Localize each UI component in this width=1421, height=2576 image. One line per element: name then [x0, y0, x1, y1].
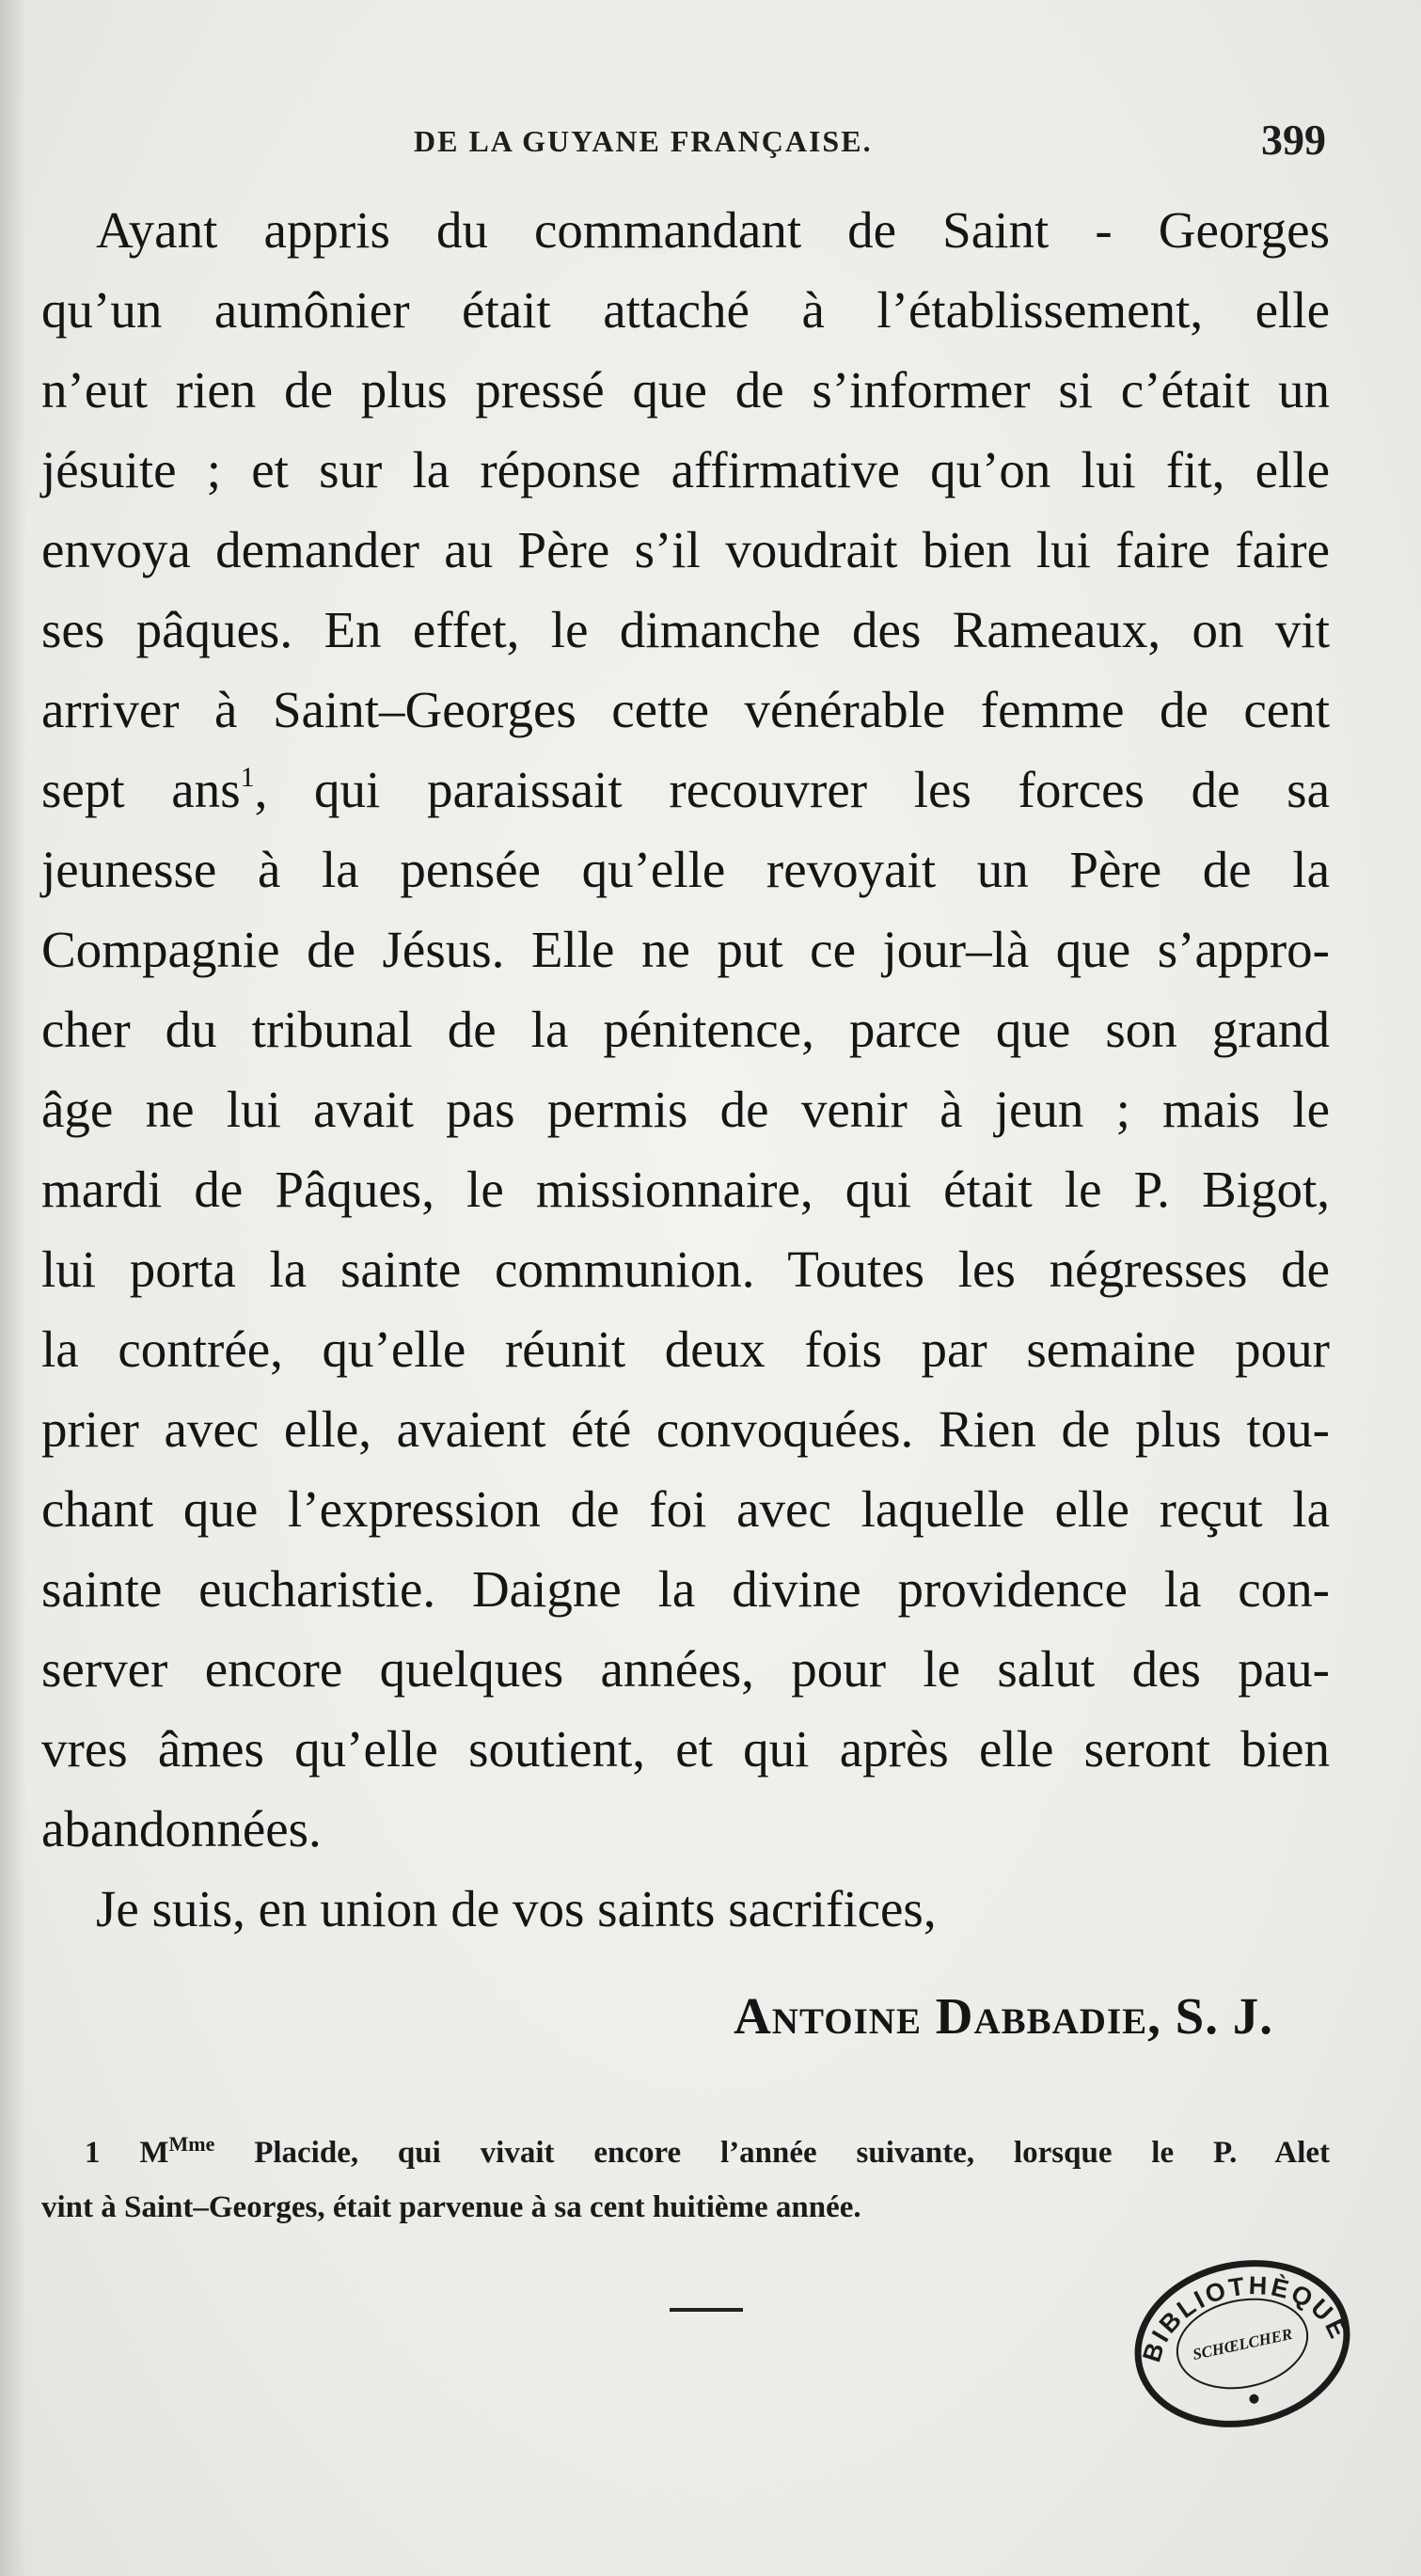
- signature-first-name: Antoine: [734, 1987, 922, 2045]
- stamp-dot: [1249, 2394, 1260, 2405]
- stamp-outer-text: BIBLIOTHÈQUE: [1137, 2270, 1354, 2366]
- body-line: prier avec elle, avaient été convoquées. Rien de plus tou-: [41, 1400, 1330, 1458]
- body-line: mardi de Pâques, le missionnaire, qui était le P. Bigot,: [41, 1161, 1330, 1218]
- body-line: abandonnées.: [41, 1800, 322, 1857]
- body-line-with-note: [41, 750, 1330, 830]
- body-line: la contrée, qu’elle réunit deux fois par semaine pour: [41, 1320, 1330, 1378]
- body-line: envoya demander au Père s’il voudrait bien lui faire faire: [41, 521, 1330, 578]
- closing-line: Je suis, en union de vos saints sacrifices,: [96, 1880, 937, 1937]
- body-line: âge ne lui avait pas permis de venir à jeun ; mais le: [41, 1081, 1330, 1138]
- signature: [41, 1986, 1273, 2046]
- body-line: chant que l’expression de foi avec laquelle elle reçut la: [41, 1480, 1330, 1538]
- signature-last-name: Dabbadie,: [935, 1987, 1161, 2045]
- footnote-line: vint à Saint–Georges, était parvenue à sa cent huitième année.: [41, 2190, 861, 2224]
- page-header: [38, 115, 1326, 171]
- body-line: ses pâques. En effet, le dimanche des Rameaux, on vit: [41, 601, 1330, 658]
- body-line: qu’un aumônier était attaché à l’établissement, elle: [41, 281, 1330, 339]
- letter-body: [41, 190, 1330, 1949]
- gutter-shadow: [0, 0, 26, 2576]
- body-line: n’eut rien de plus pressé que de s’informer si c’était un: [41, 361, 1330, 419]
- body-line: arriver à Saint–Georges cette vénérable femme de cent: [41, 681, 1330, 738]
- footnote-reference: 1: [240, 762, 255, 793]
- footnote-text: Placide, qui vivait encore l’année suivante, lorsque le P. Alet: [214, 2136, 1331, 2170]
- body-line: lui porta la sainte communion. Toutes les négresses de: [41, 1241, 1330, 1298]
- body-line: jeunesse à la pensée qu’elle revoyait un Père de la: [41, 841, 1330, 898]
- library-stamp: [1125, 2250, 1360, 2438]
- body-text-segment: , qui paraissait recouvrer les forces de sa: [254, 761, 1331, 818]
- body-line: server encore quelques années, pour le salut des pau-: [41, 1640, 1330, 1698]
- running-title: DE LA GUYANE FRANÇAISE.: [414, 124, 873, 158]
- body-line: Ayant appris du commandant de Saint - Georges: [96, 201, 1330, 259]
- body-line: vres âmes qu’elle soutient, et qui après elle seront bien: [41, 1720, 1330, 1778]
- footnote-line: 1 $M^{Mme}$ Placide, qui vivait encore l’année suivante, lorsque le P. Alet: [85, 2132, 1331, 2170]
- stamp-inner-text: SCHŒLCHER: [1191, 2325, 1294, 2363]
- footnote-marker: 1: [85, 2136, 101, 2170]
- page-number: 399: [1261, 116, 1326, 164]
- footnote: [41, 2126, 1330, 2235]
- body-line: Compagnie de Jésus. Elle ne put ce jour–là que s’appro-: [41, 921, 1330, 978]
- body-line: jésuite ; et sur la réponse affirmative qu’on lui fit, elle: [41, 441, 1330, 498]
- body-line: sainte eucharistie. Daigne la divine providence la con-: [41, 1560, 1330, 1618]
- signature-suffix: S. J.: [1175, 1987, 1273, 2045]
- body-line: cher du tribunal de la pénitence, parce que son grand: [41, 1001, 1330, 1058]
- body-text-segment: sept ans: [41, 761, 241, 818]
- footnote-title-abbrev: Mme: [168, 2132, 215, 2156]
- end-rule: [670, 2308, 743, 2312]
